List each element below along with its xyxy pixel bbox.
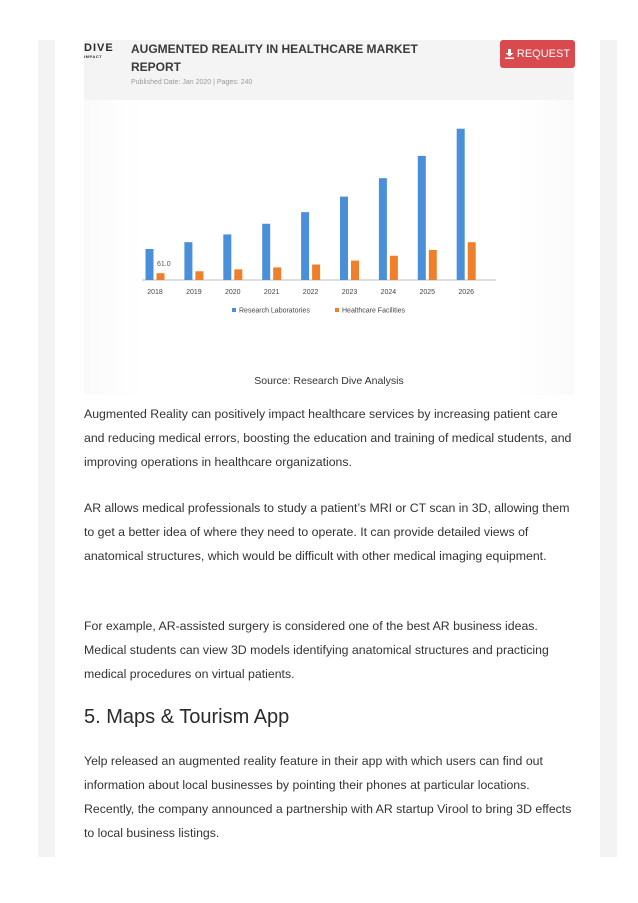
section-heading: 5. Maps & Tourism App [84,706,290,728]
tick-label-2026: 2026 [458,289,474,296]
tick-label-2021: 2021 [263,289,280,296]
bar-healthcare-facilities-2022 [312,264,320,280]
bar-healthcare-facilities-2021 [273,267,281,280]
logo-subtext: IMPACT [84,54,103,59]
company-logo [84,42,114,59]
bar-research-laboratories-2025 [418,156,426,280]
data-label-2018: 61.0 [157,261,171,268]
download-icon [505,49,514,59]
bar-research-laboratories-2024 [379,178,387,280]
bar-healthcare-facilities-2026 [468,242,476,280]
bar-healthcare-facilities-2025 [429,250,437,280]
bar-research-laboratories-2021 [262,224,270,280]
bar-chart [84,100,574,370]
paragraph-2: AR allows medical professionals to study a patient’s MRI or CT scan in 3D, allowing them to get a better idea of where they need to operate. It can provide detailed views of anatomical structures, which would be difficult with other medical imaging equipment. [84,501,570,563]
bar-research-laboratories-2026 [457,129,465,280]
tick-label-2018: 2018 [147,289,163,296]
tick-label-2020: 2020 [225,289,241,296]
bar-healthcare-facilities-2020 [234,269,242,280]
right-gutter [600,40,617,857]
bar-healthcare-facilities-2019 [195,271,203,280]
paragraph-3: For example, AR-assisted surgery is considered one of the best AR business ideas. Medical students can view 3D models identifying anatomical structures and practicing medical procedures on virtual patients. [84,619,549,681]
report-meta: Published Date: Jan 2020 | Pages: 240 [131,79,253,86]
bar-research-laboratories-2018 [146,249,154,280]
request-button[interactable] [500,40,575,68]
tick-label-2019: 2019 [186,289,202,296]
logo-text: DIVE [84,42,114,54]
bar-research-laboratories-2023 [340,197,348,280]
request-label: REQUEST [516,48,571,60]
market-chart [84,100,574,395]
legend-swatch-0 [232,308,236,312]
legend-label-0: Research Laboratories [239,307,310,315]
section-paragraph: Yelp released an augmented reality feature in their app with which users can find out information about local businesses by pointing their phones at particular locations. Recently, the company announced a partnership with AR startup Virool to bring 3D effects to local business listings. [84,754,572,840]
tick-label-2023: 2023 [341,289,358,296]
legend-swatch-1 [335,308,339,312]
bar-research-laboratories-2022 [301,212,309,280]
left-gutter [38,40,55,857]
chart-source: Source: Research Dive Analysis [254,375,404,387]
paragraph-1: Augmented Reality can positively impact healthcare services by increasing patient care and reducing medical errors, boosting the education and training of medical students, and improving operations in healthcare organizations. [84,407,572,469]
bar-healthcare-facilities-2018 [157,273,165,280]
bar-research-laboratories-2020 [223,234,231,280]
tick-label-2022: 2022 [302,289,319,296]
bar-healthcare-facilities-2024 [390,256,398,280]
bar-healthcare-facilities-2023 [351,261,359,280]
legend-label-1: Healthcare Facilities [342,307,406,315]
report-title: AUGMENTED REALITY IN HEALTHCARE MARKET REPORT [131,42,418,74]
bar-research-laboratories-2019 [184,242,192,280]
report-banner [84,40,574,100]
tick-label-2025: 2025 [419,289,436,296]
tick-label-2024: 2024 [380,289,397,296]
